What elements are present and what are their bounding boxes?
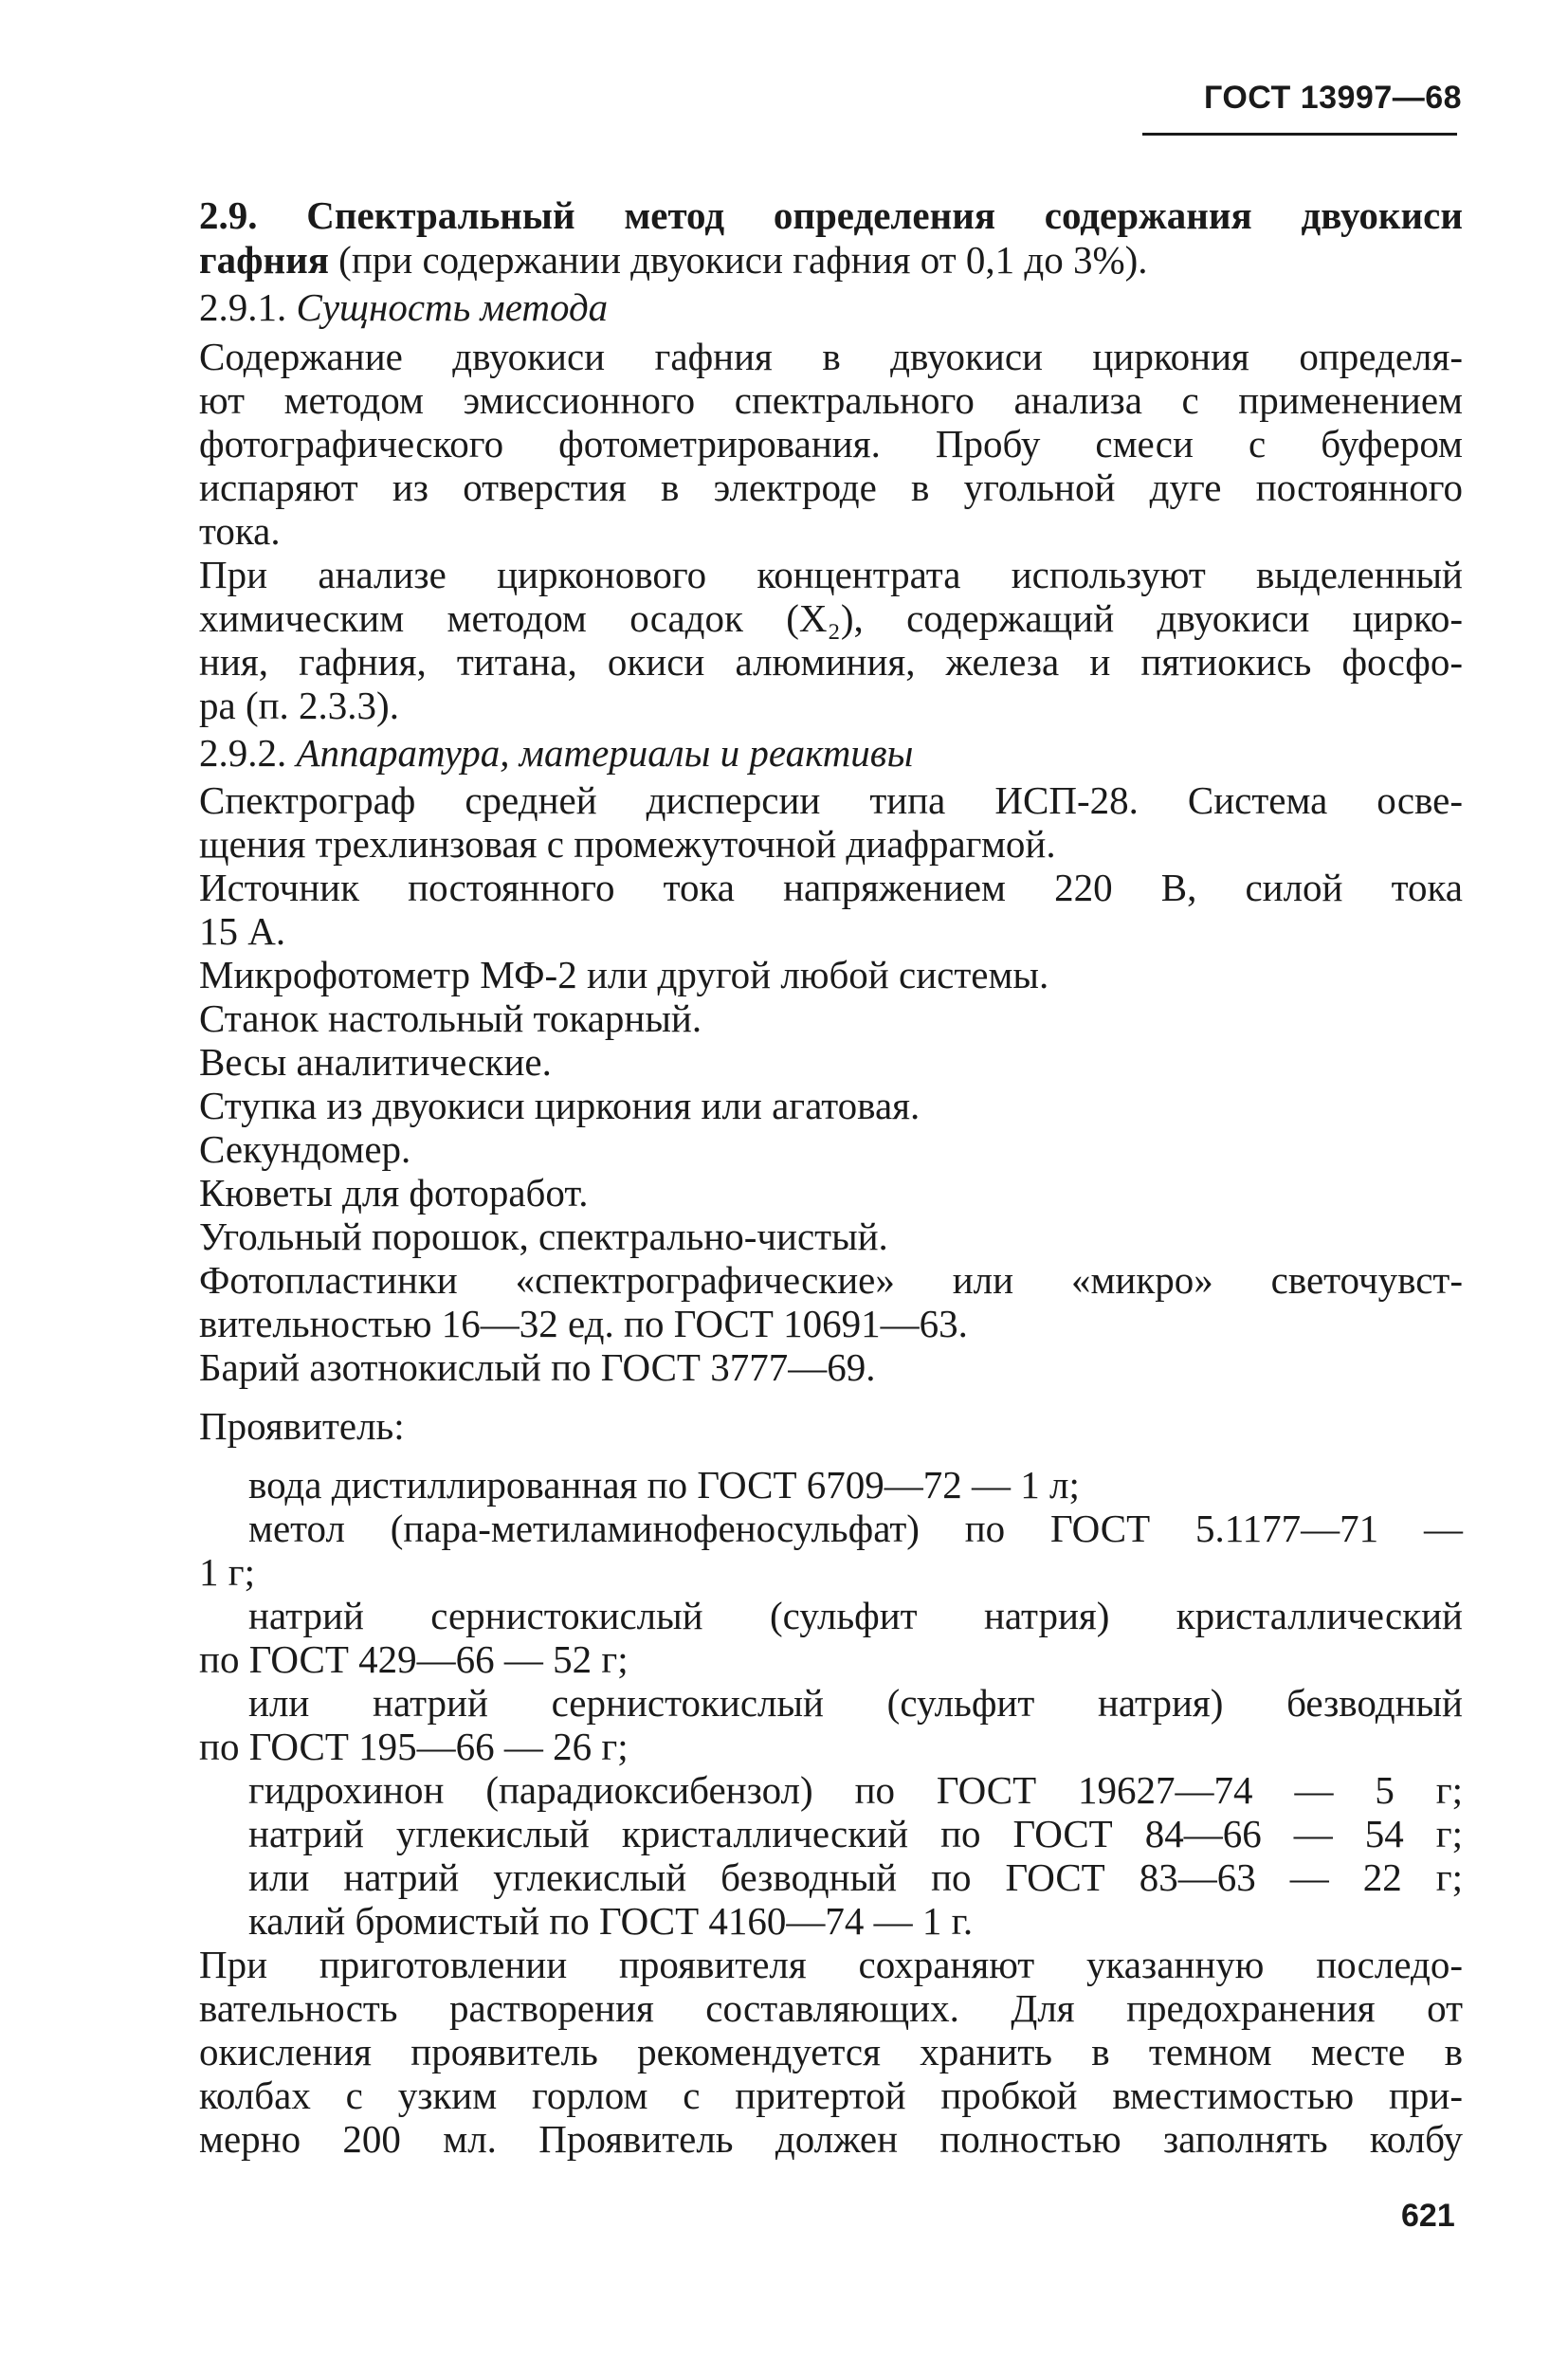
- paragraph-line-text: Фотопластинки «спектрографические» или «микро» светочувст-: [199, 1258, 1463, 1302]
- paragraph-line: [199, 1986, 1463, 2031]
- recipe-line: [248, 1594, 1463, 1638]
- developer-heading: Проявитель:: [199, 1404, 405, 1448]
- recipe-line: по ГОСТ 195—66 — 26 г;: [199, 1725, 629, 1768]
- paragraph-line: тока.: [199, 509, 281, 553]
- section-heading-line-1: [199, 193, 1463, 238]
- list-line: Станок настольный токарный.: [199, 996, 702, 1040]
- paragraph-line: [199, 866, 1463, 910]
- paragraph-line: [199, 1258, 1463, 1303]
- recipe-line: калий бромистый по ГОСТ 4160—74 — 1 г.: [248, 1899, 974, 1943]
- recipe-line-text: или натрий углекислый безводный по ГОСТ 83—63 — 22 г;: [248, 1855, 1463, 1899]
- paragraph-line-text: Спектрограф средней дисперсии типа ИСП-28. Система осве-: [199, 778, 1463, 822]
- list-line: Угольный порошок, спектрально-чистый.: [199, 1215, 888, 1258]
- paragraph-line: [199, 553, 1463, 597]
- recipe-line: [248, 1681, 1463, 1726]
- recipe-line-text: гидрохинон (парадиоксибензол) по ГОСТ 19627—74 — 5 г;: [248, 1768, 1463, 1812]
- paragraph-line: [199, 2117, 1463, 2162]
- recipe-line: 1 г;: [199, 1550, 255, 1594]
- paragraph-line: [199, 2074, 1463, 2118]
- list-line: Кюветы для фоторабот.: [199, 1171, 589, 1215]
- recipe-line-text: натрий сернистокислый (сульфит натрия) кристаллический: [248, 1594, 1463, 1637]
- paragraph-line: 15 А.: [199, 909, 286, 953]
- paragraph-line-text: При приготовлении проявителя сохраняют указанную последо-: [199, 1943, 1463, 1986]
- list-line: Секундомер.: [199, 1127, 411, 1171]
- paragraph-line-text: мерно 200 мл. Проявитель должен полностью заполнять колбу: [199, 2117, 1463, 2161]
- list-line: Микрофотометр МФ-2 или другой любой системы.: [199, 953, 1049, 996]
- paragraph-line: [199, 778, 1463, 823]
- recipe-line: вода дистиллированная по ГОСТ 6709—72 — 1 л;: [248, 1463, 1080, 1507]
- paragraph-line-text: ния, гафния, титана, окиси алюминия, железа и пятиокись фосфо-: [199, 640, 1463, 684]
- page-number: 621: [1401, 2198, 1455, 2234]
- paragraph-line-text: химическим методом осадок (X₂), содержащий двуокиси цирко-: [199, 596, 1463, 640]
- subsection-title-italic: Аппаратура, материалы и реактивы: [296, 731, 914, 775]
- section-heading-bold-word: гафния: [199, 238, 329, 282]
- paragraph-line: ра (п. 2.3.3).: [199, 684, 399, 727]
- recipe-line-text: метол (пара-метиламинофеносульфат) по ГОСТ 5.1177—71 —: [248, 1507, 1463, 1550]
- section-heading-line-2: гафния (при содержании двуокиси гафния от 0,1 до 3%).: [199, 238, 1148, 282]
- section-heading-text: 2.9. Спектральный метод определения содержания двуокиси: [199, 193, 1463, 237]
- paragraph-line: [199, 335, 1463, 379]
- list-line: Весы аналитические.: [199, 1040, 552, 1084]
- paragraph-line-text: Источник постоянного тока напряжением 220 В, силой тока: [199, 866, 1463, 909]
- paragraph-line: [199, 640, 1463, 685]
- subsection-title-2-9-2: 2.9.2. Аппаратура, материалы и реактивы: [199, 731, 914, 775]
- header-rule: [1142, 133, 1457, 136]
- paragraph-line-text: ют методом эмиссионного спектрального анализа с применением: [199, 378, 1463, 422]
- list-line: Барий азотнокислый по ГОСТ 3777—69.: [199, 1345, 876, 1389]
- paragraph-line-text: При анализе цирконового концентрата используют выделенный: [199, 553, 1463, 596]
- recipe-line-text: натрий углекислый кристаллический по ГОСТ 84—66 — 54 г;: [248, 1812, 1463, 1855]
- standard-header: ГОСТ 13997—68: [1204, 80, 1463, 116]
- paragraph-line-text: испаряют из отверстия в электроде в угольной дуге постоянного: [199, 466, 1463, 509]
- paragraph-line: вительностью 16—32 ед. по ГОСТ 10691—63.: [199, 1302, 968, 1345]
- paragraph-line: [199, 466, 1463, 510]
- recipe-line: по ГОСТ 429—66 — 52 г;: [199, 1637, 629, 1681]
- paragraph-line: [199, 596, 1463, 641]
- paragraph-line: [199, 378, 1463, 423]
- recipe-line-text: или натрий сернистокислый (сульфит натрия) безводный: [248, 1681, 1463, 1725]
- paragraph-line-text: окисления проявитель рекомендуется хранить в темном месте в: [199, 2030, 1463, 2074]
- subsection-title-2-9-1: 2.9.1. Сущность метода: [199, 285, 609, 329]
- recipe-line: [248, 1507, 1463, 1551]
- paragraph-line-text: вательность растворения составляющих. Для предохранения от: [199, 1986, 1463, 2030]
- list-line: Ступка из двуокиси циркония или агатовая.: [199, 1084, 921, 1127]
- recipe-line: [248, 1855, 1463, 1900]
- paragraph-line: щения трехлинзовая с промежуточной диафрагмой.: [199, 822, 1056, 866]
- recipe-line: [248, 1812, 1463, 1856]
- paragraph-line-text: Содержание двуокиси гафния в двуокиси циркония определя-: [199, 335, 1463, 378]
- paragraph-line-text: колбах с узким горлом с притертой пробкой вместимостью при-: [199, 2074, 1463, 2117]
- paragraph-line: [199, 422, 1463, 466]
- recipe-line: [248, 1768, 1463, 1813]
- paragraph-line: [199, 1943, 1463, 1987]
- paragraph-line-text: фотографического фотометрирования. Пробу смеси с буфером: [199, 422, 1463, 466]
- subsection-title-italic: Сущность метода: [296, 285, 609, 329]
- paragraph-line: [199, 2030, 1463, 2074]
